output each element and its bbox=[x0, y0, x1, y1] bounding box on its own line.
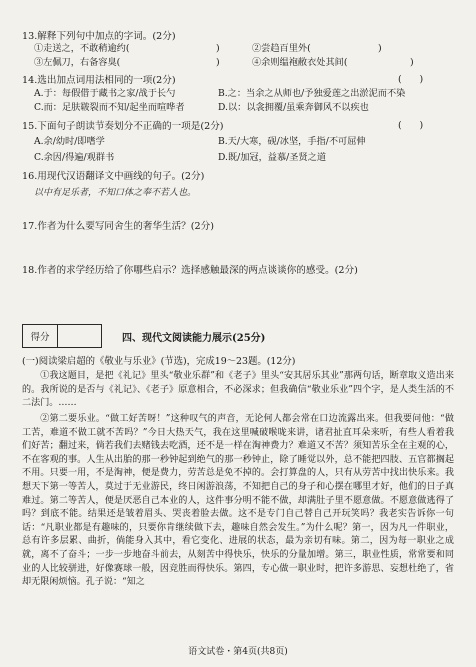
question-17-stem: 17.作者为什么要写同舍生的奢华生活？(2分) bbox=[22, 221, 214, 232]
q15-answer-paren: ( ) bbox=[398, 120, 424, 131]
passage-text-2: ②第二要乐业。“做工好苦呀！”这种叹气的声音，无论何人都会常在口边流露出来。但我要问他：“做工苦，难道不做工就不苦吗？”今日大热天气，我在这里喊破喉咙来讲，诸君扯直耳朵来听，有些人看着我们好苦；翻过来，倘若我们去赌钱去吃酒，还不是一样在淘神费力？难道又不苦？须知苦乐全在主观的心，不在客观的事。人生从出胎的那一秒钟起到绝气的那一秒钟止，除了睡觉以外，总不能把四肢、五官都搁起不用。只要一用，不是淘神，便是费力，劳苦总是免不掉的。会打算盘的人，只有从劳苦中找出快乐来。我想天下第一等苦人，莫过于无业游民，终日闲游浪荡，不知把自己的身子和心摆在哪里才好，他们的日子真难过。第二等苦人，便是厌恶自己本业的人，这件事分明不能不做，却满肚子里不愿意做。不愿意做逃得了吗？到底不能。结果还是皱着眉头、哭丧着脸去做。这不是专门自己替自己开玩笑吗？我老实告诉你一句话：“凡职业都是有趣味的，只要你肯继续做下去，趣味自然会发生。”为什么呢？第一，因为凡一件职业，总有许多层累、曲折，倘能身入其中，看它变化、进展的状态，最为亲切有味。第二，因为每一职业之成就，离不了奋斗；一步一步地奋斗前去，从刻苦中得快乐，快乐的分量加增。第三，职业性质，常常要和同业的人比较骈进，好像赛球一般，因竞胜而得快乐。第四，专心做一职业时，把许多游思、妄想杜绝了，省却无限闲烦恼。孔子说：“知之 bbox=[22, 414, 454, 588]
q15-option-a: A.余/幼时/即嗜学 bbox=[34, 136, 105, 147]
q15-option-d: D.既/加冠，益慕/圣贤之道 bbox=[218, 152, 327, 163]
q14-option-c: C.而：足肤皲裂而不知/起坐而喧哗者 bbox=[34, 102, 185, 113]
question-14-stem: 14.选出加点词用法相同的一项(2分) bbox=[22, 75, 176, 86]
q14-answer-paren: ( ) bbox=[398, 74, 424, 85]
section-title: 四、现代文阅读能力展示(25分) bbox=[122, 333, 266, 344]
q13-item-4: ④余则缊袍敝衣处其间( bbox=[252, 57, 348, 68]
passage-paragraph-2 bbox=[22, 413, 454, 590]
q13-item-3: ③左佩刀，右备容臭( bbox=[34, 57, 121, 68]
q13-item-1: ①走送之，不敢稍逾约( bbox=[34, 43, 130, 54]
score-blank bbox=[58, 325, 101, 347]
score-label: 得分 bbox=[23, 325, 58, 347]
passage-paragraph-1 bbox=[22, 370, 454, 411]
q13-item-2: ②尝趋百里外( bbox=[252, 43, 311, 54]
q16-handwritten-answer: 以中有足乐者，不知口体之奉不若人也。 bbox=[34, 188, 197, 198]
question-15-stem: 15.下面句子朗读节奏划分不正确的一项是(2分) bbox=[22, 121, 224, 132]
q14-option-b: B.之：当余之从师也/予独爱莲之出淤泥而不染 bbox=[218, 88, 406, 99]
passage-text-1: ①我这题目，是把《礼记》里头“敬业乐群”和《老子》里头“安其居乐其业”那两句话，断章取义造出来的。我所说的是否与《礼记》、《老子》原意相合，不必深求；但我确信“敬业乐业”四个字，是人类生活的不二法门。…… bbox=[22, 371, 454, 409]
q14-option-d: D.以：以衾拥覆/虽乘奔御风不以疾也 bbox=[218, 102, 369, 113]
q13-paren-close-1: ) bbox=[216, 43, 220, 54]
reading-instruction: (一)阅读梁启超的《敬业与乐业》(节选)，完成19～23题。(12分) bbox=[22, 356, 296, 367]
q15-option-c: C.余因/得遍/观群书 bbox=[34, 152, 115, 163]
q15-option-b: B.天/大寒，砚/冰坚，手指/不可屈伸 bbox=[218, 136, 366, 147]
score-box bbox=[22, 324, 102, 348]
q13-paren-close-3: ) bbox=[216, 57, 220, 68]
question-16-stem: 16.用现代汉语翻译文中画线的句子。(2分) bbox=[22, 171, 205, 182]
q13-paren-close-4: ) bbox=[410, 57, 414, 68]
page-footer: 语文试卷・第4页(共8页) bbox=[188, 647, 288, 657]
q13-paren-close-2: ) bbox=[378, 43, 382, 54]
question-18-stem: 18.作者的求学经历给了你哪些启示？选择感触最深的两点谈谈你的感受。(2分) bbox=[22, 265, 358, 276]
question-13-stem: 13.解释下列句中加点的字词。(2分) bbox=[22, 31, 176, 42]
q14-option-a: A.于：每假借于藏书之家/战于长勺 bbox=[34, 88, 176, 99]
